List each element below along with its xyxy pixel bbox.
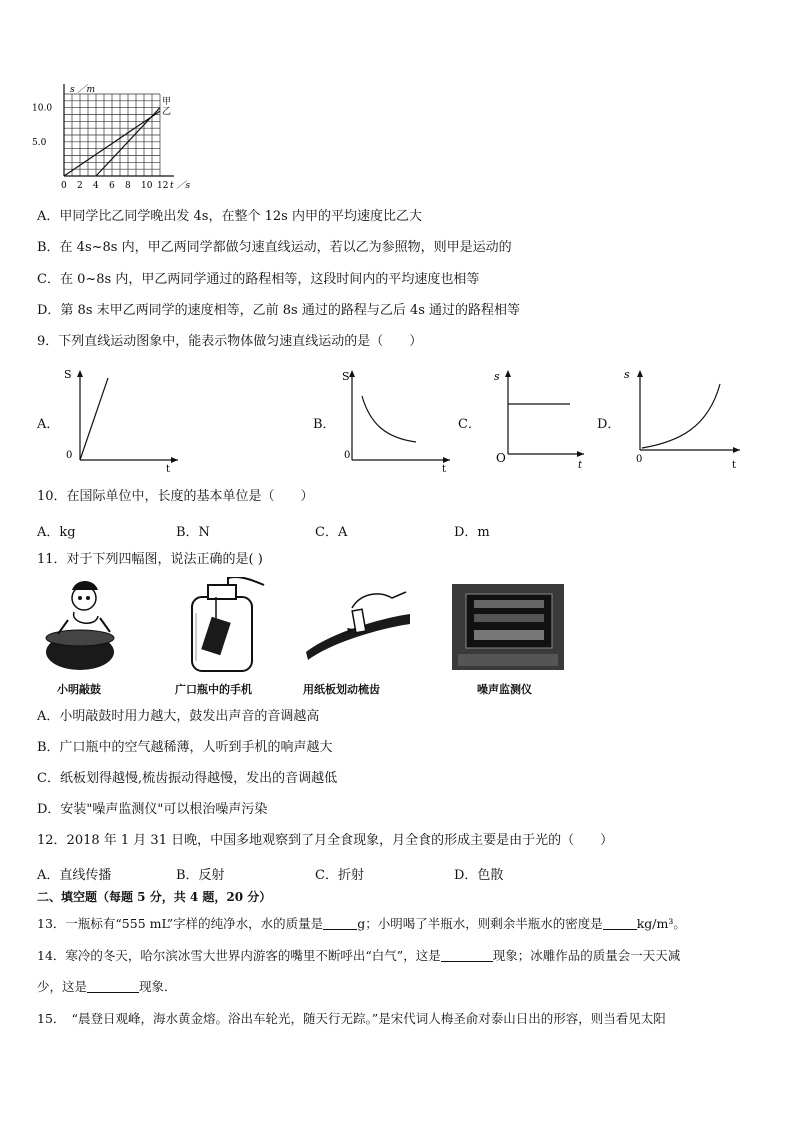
comb-card-illustration bbox=[302, 582, 414, 662]
x-tick-label: 4 bbox=[93, 181, 99, 191]
graph-a-y-label: S bbox=[64, 368, 72, 381]
y-axis-label: s ／m bbox=[70, 85, 96, 95]
q14-text-2: 现象；冰雕作品的质量会一天天减 bbox=[492, 948, 681, 963]
q9-graph-d[interactable] bbox=[620, 366, 746, 474]
q12-question: 12．2018 年 1 月 31 日晚，中国多地观察到了月全食现象，月全食的形成主要是由于光的（ ） bbox=[37, 833, 614, 848]
y-tick-label: 5.0 bbox=[32, 137, 47, 148]
q14-blank-2[interactable] bbox=[87, 980, 139, 993]
x-tick-label: 2 bbox=[77, 181, 83, 191]
q9-graph-b[interactable] bbox=[330, 366, 454, 474]
x-tick-label: 8 bbox=[125, 181, 131, 191]
q11-option-b[interactable]: B．广口瓶中的空气越稀薄，人听到手机的响声越大 bbox=[37, 740, 333, 755]
q14-text-3: 少，这是 bbox=[37, 979, 88, 994]
caption-jar-phone: 广口瓶中的手机 bbox=[175, 683, 252, 696]
x-tick-label: 12 bbox=[157, 181, 169, 191]
graph-a-line bbox=[80, 378, 108, 460]
q13-text-3: kg/m³。 bbox=[636, 916, 686, 931]
q13-question bbox=[37, 916, 686, 932]
q11-question: 11．对于下列四幅图，说法正确的是( ) bbox=[37, 552, 263, 567]
q8-option-d[interactable]: D．第 8s 末甲乙两同学的速度相等，乙前 8s 通过的路程与乙后 4s 通过的路程相等 bbox=[37, 303, 521, 318]
section-fill-in-blank-title: 二、填空题（每题 5 分，共 4 题，20 分） bbox=[37, 890, 272, 904]
x-tick-label: 6 bbox=[109, 181, 115, 191]
graph-a-x-label: t bbox=[166, 464, 171, 474]
q10-option-d[interactable]: D．m bbox=[454, 525, 490, 540]
graph-d-curve bbox=[642, 384, 720, 448]
graph-d-x-label: t bbox=[732, 460, 737, 471]
q13-blank-2[interactable] bbox=[603, 917, 637, 930]
q11-option-d[interactable]: D．安装"噪声监测仪"可以根治噪声污染 bbox=[37, 802, 268, 817]
q8-option-c[interactable]: C．在 0~8s 内，甲乙两同学通过的路程相等，这段时间内的平均速度也相等 bbox=[37, 272, 480, 287]
q12-option-d[interactable]: D．色散 bbox=[454, 868, 504, 883]
q14-blank-1[interactable] bbox=[441, 949, 493, 962]
jar-phone-illustration bbox=[178, 577, 268, 677]
x-axis-label: t ／s bbox=[170, 181, 191, 191]
q9-option-a-label[interactable]: A． bbox=[37, 417, 60, 432]
q11-option-c[interactable]: C．纸板划得越慢,梳齿振动得越慢，发出的音调越低 bbox=[37, 771, 338, 786]
noise-monitor-illustration bbox=[452, 584, 564, 670]
q12-option-b[interactable]: B．反射 bbox=[176, 868, 225, 883]
q8-option-a[interactable]: A．甲同学比乙同学晚出发 4s，在整个 12s 内甲的平均速度比乙大 bbox=[37, 209, 422, 224]
graph-c-origin: O bbox=[496, 451, 506, 465]
graph-b-x-label: t bbox=[442, 464, 447, 474]
series-label-jia: 甲 bbox=[162, 96, 172, 107]
graph-d-y-label: s bbox=[624, 368, 630, 381]
chart-grid bbox=[64, 94, 160, 176]
q13-blank-1[interactable] bbox=[323, 917, 357, 930]
caption-comb-card: 用纸板划动梳齿 bbox=[303, 683, 380, 696]
q9-graph-a[interactable] bbox=[60, 366, 180, 474]
series-label-yi: 乙 bbox=[162, 107, 172, 118]
graph-d-origin: 0 bbox=[636, 454, 643, 465]
caption-noise-monitor: 噪声监测仪 bbox=[477, 683, 532, 696]
q12-option-a[interactable]: A．直线传播 bbox=[37, 868, 112, 883]
graph-b-origin: 0 bbox=[344, 450, 351, 461]
distance-time-chart bbox=[30, 84, 200, 194]
q8-option-b[interactable]: B．在 4s~8s 内，甲乙两同学都做匀速直线运动，若以乙为参照物，则甲是运动的 bbox=[37, 240, 512, 255]
q14-text-4: 现象． bbox=[139, 979, 177, 994]
q14-question-line-2 bbox=[37, 979, 177, 995]
x-tick-label: 10 bbox=[141, 181, 153, 191]
drummer-illustration bbox=[40, 576, 120, 676]
graph-c-x-label: t bbox=[578, 460, 583, 471]
q13-text-1: 13．一瓶标有“555 mL”字样的纯净水，水的质量是 bbox=[37, 916, 324, 931]
q9-option-d-label[interactable]: D． bbox=[597, 417, 621, 432]
q14-question-line-1 bbox=[37, 948, 680, 964]
x-tick-label: 0 bbox=[61, 181, 67, 191]
q10-option-c[interactable]: C．A bbox=[315, 525, 348, 540]
q13-text-2: g；小明喝了半瓶水，则剩余半瓶水的密度是 bbox=[357, 916, 603, 931]
graph-c-y-label: s bbox=[494, 370, 500, 383]
q9-option-c-label[interactable]: C． bbox=[458, 417, 481, 432]
q10-question: 10．在国际单位中，长度的基本单位是（ ） bbox=[37, 489, 314, 504]
graph-b-curve bbox=[362, 396, 416, 442]
q9-graph-c[interactable] bbox=[488, 366, 588, 474]
q12-option-c[interactable]: C．折射 bbox=[315, 868, 364, 883]
q15-question: 15． “晨登日观峰，海水黄金熔。浴出车轮光，随天行无踪。”是宋代词人梅圣俞对泰山日出的形容，则当看见太阳 bbox=[37, 1011, 666, 1026]
chart-labels bbox=[32, 84, 190, 191]
q9-option-b-label[interactable]: B． bbox=[313, 417, 336, 432]
q9-question: 9．下列直线运动图象中，能表示物体做匀速直线运动的是（ ） bbox=[37, 334, 423, 349]
y-tick-label: 10.0 bbox=[32, 103, 53, 114]
q10-option-b[interactable]: B．N bbox=[176, 525, 210, 540]
graph-a-origin: 0 bbox=[66, 450, 73, 461]
caption-drummer: 小明敲鼓 bbox=[57, 683, 101, 696]
q11-option-a[interactable]: A．小明敲鼓时用力越大，鼓发出声音的音调越高 bbox=[37, 709, 320, 724]
q10-option-a[interactable]: A．kg bbox=[37, 525, 76, 540]
q14-text-1: 14．寒冷的冬天，哈尔滨冰雪大世界内游客的嘴里不断呼出“白气”，这是 bbox=[37, 948, 441, 963]
graph-b-y-label: S bbox=[342, 370, 350, 383]
